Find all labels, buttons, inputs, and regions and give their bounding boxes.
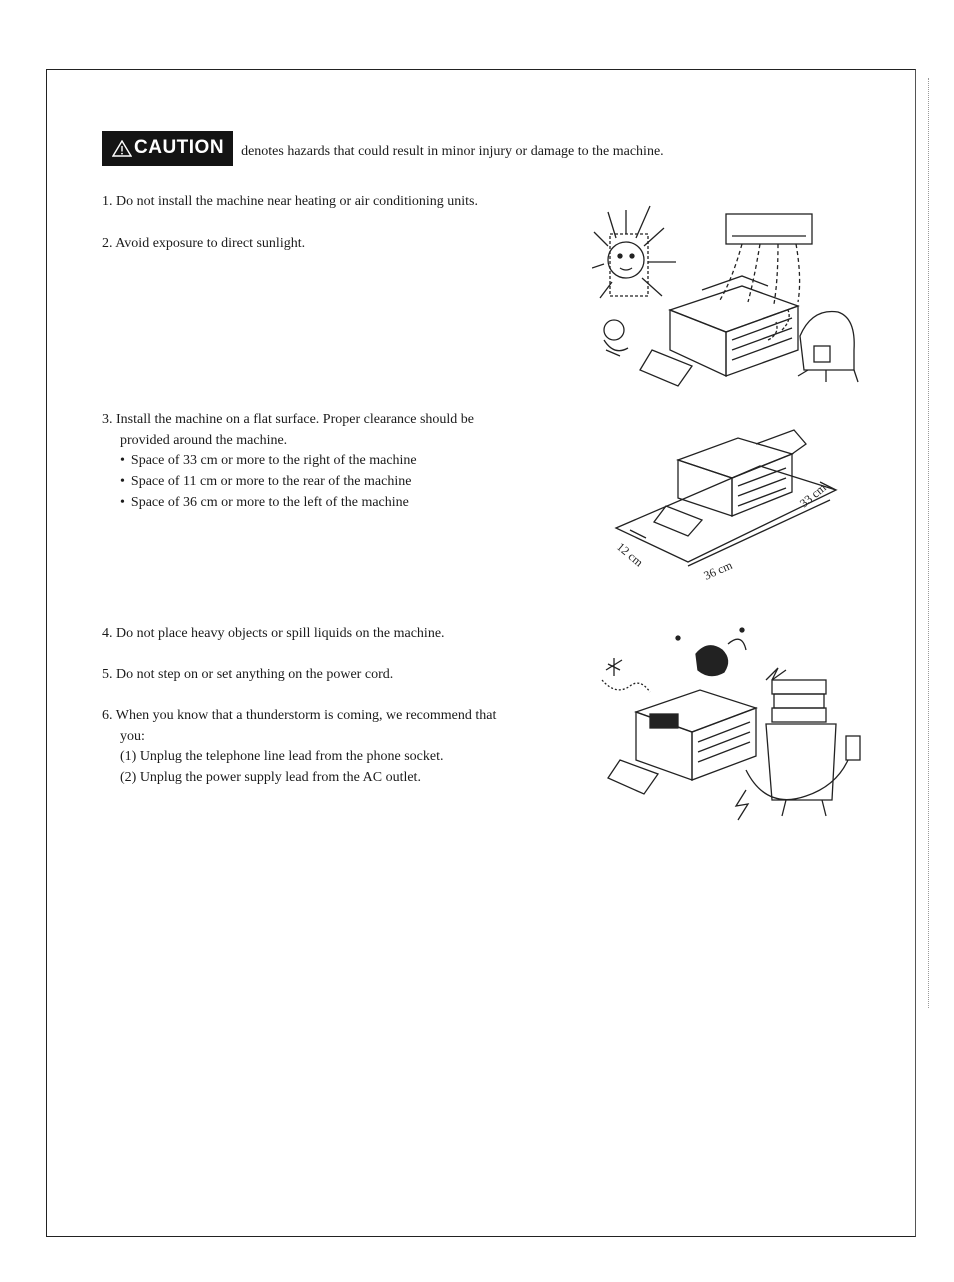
item-3-line-2: provided around the machine.: [120, 432, 288, 448]
caution-label: CAUTION: [134, 137, 225, 158]
clearance-illustration: [606, 420, 842, 592]
item-2: 2. Avoid exposure to direct sunlight.: [102, 236, 306, 251]
air-conditioner-icon: [720, 214, 812, 304]
label-12cm: 12 cm: [614, 539, 646, 570]
item-3-line-1: 3. Install the machine on a flat surface. Proper clearance should be: [102, 412, 475, 427]
spill-icon: [606, 628, 746, 676]
sun-icon: [592, 206, 676, 298]
label-33cm: 33 cm: [796, 480, 829, 511]
clearance-rear: • Space of 11 cm or more to the rear of the machine: [102, 472, 474, 493]
item-6-step-2: (2) Unplug the power supply lead from the AC outlet.: [120, 770, 421, 786]
warning-triangle-icon: [112, 140, 132, 157]
caution-badge: [102, 131, 233, 166]
stacked-books-icon: [766, 680, 836, 816]
spill-thunder-illustration: [596, 620, 876, 830]
item-6-line-1: 6. When you know that a thunderstorm is coming, we recommend that: [102, 708, 497, 723]
page-edge: [928, 78, 929, 1008]
dim-left-arrow: [630, 530, 646, 538]
heater-icon: [768, 310, 858, 382]
item-4: 4. Do not place heavy objects or spill liquids on the machine.: [102, 626, 445, 641]
item-3: [102, 410, 474, 514]
item-6: [102, 706, 496, 789]
person-icon: [604, 320, 628, 356]
label-36cm: 36 cm: [701, 557, 735, 583]
dim-front-arrow: [688, 500, 830, 566]
caution-header: [102, 131, 664, 166]
heat-sunlight-illustration: [592, 190, 864, 400]
item-6-step-1: (1) Unplug the telephone line lead from the phone socket.: [120, 749, 444, 765]
clearance-left: • Space of 36 cm or more to the left of the machine: [102, 493, 474, 514]
power-cord-icon: [746, 736, 860, 800]
fax-machine-icon: [608, 690, 756, 794]
clearance-right: • Space of 33 cm or more to the right of the machine: [102, 451, 474, 472]
item-6-line-2: you:: [120, 728, 145, 744]
fax-machine-icon: [654, 430, 806, 536]
item-1: 1. Do not install the machine near heating or air conditioning units.: [102, 194, 478, 209]
item-5: 5. Do not step on or set anything on the power cord.: [102, 667, 394, 682]
fax-machine-icon: [640, 276, 798, 386]
caution-description: denotes hazards that could result in minor injury or damage to the machine.: [241, 143, 664, 159]
